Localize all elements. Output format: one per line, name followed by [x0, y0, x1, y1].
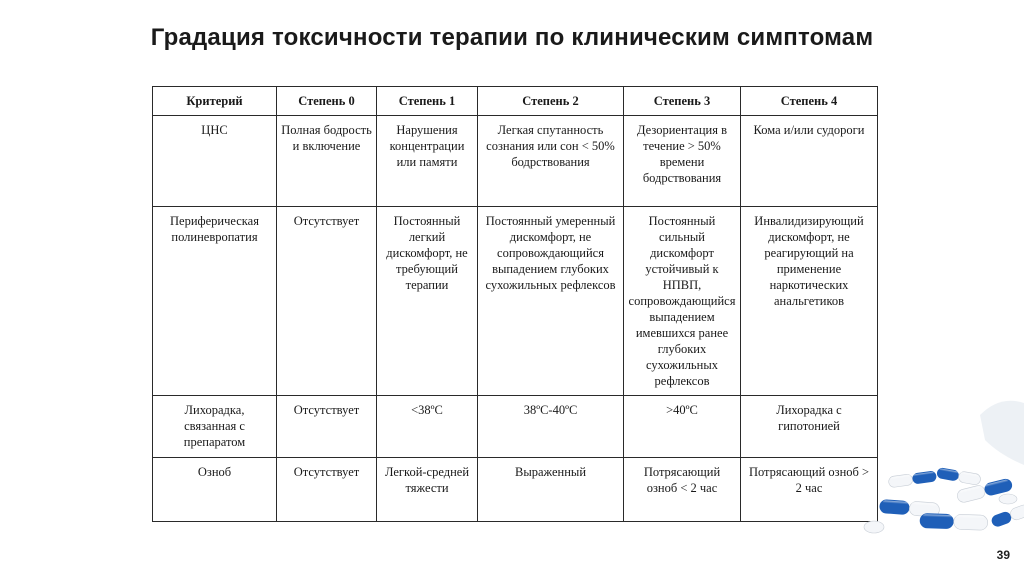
table-row: [153, 207, 878, 396]
capsules-image: [860, 395, 1024, 545]
table-row: [153, 458, 878, 522]
toxicity-table: [152, 86, 878, 522]
header-grade-4: Степень 4: [741, 87, 878, 116]
table-cell: Лихорадка с гипотонией: [741, 396, 878, 458]
table-cell: Выраженный: [478, 458, 624, 522]
table-cell: ЦНС: [153, 116, 277, 207]
table-cell: >40ºС: [624, 396, 741, 458]
header-grade-2: Степень 2: [478, 87, 624, 116]
table-cell: Дезориентация в течение > 50% времени бодрствования: [624, 116, 741, 207]
table-cell: Инвалидизирующий дискомфорт, не реагирующий на применение наркотических анальгетиков: [741, 207, 878, 396]
header-grade-1: Степень 1: [377, 87, 478, 116]
table-cell: Потрясающий озноб < 2 час: [624, 458, 741, 522]
table-cell: Отсутствует: [277, 207, 377, 396]
table-cell: Постоянный сильный дискомфорт устойчивый к НПВП, сопровождающийся выпадением имевшихся ранее глубоких сухожильных рефлексов: [624, 207, 741, 396]
table-cell: Легкая спутанность сознания или сон < 50% бодрствования: [478, 116, 624, 207]
header-grade-0: Степень 0: [277, 87, 377, 116]
table-header-row: [153, 87, 878, 116]
header-criterion: Критерий: [153, 87, 277, 116]
slide-title: Градация токсичности терапии по клиническим симптомам: [150, 24, 874, 51]
table-cell: Отсутствует: [277, 396, 377, 458]
table-cell: 38ºС-40ºС: [478, 396, 624, 458]
table-cell: <38ºС: [377, 396, 478, 458]
table-cell: Озноб: [153, 458, 277, 522]
table-cell: Периферическая полиневропатия: [153, 207, 277, 396]
page-number: 39: [996, 548, 1010, 562]
table-cell: Легкой-средней тяжести: [377, 458, 478, 522]
table-cell: Нарушения концентрации или памяти: [377, 116, 478, 207]
table-cell: Постоянный умеренный дискомфорт, не сопровождающийся выпадением глубоких сухожильных рефлексов: [478, 207, 624, 396]
table-cell: Полная бодрость и включение: [277, 116, 377, 207]
table-cell: Потрясающий озноб > 2 час: [741, 458, 878, 522]
table-row: [153, 116, 878, 207]
table-cell: Отсутствует: [277, 458, 377, 522]
table-cell: Кома и/или судороги: [741, 116, 878, 207]
table-row: [153, 396, 878, 458]
header-grade-3: Степень 3: [624, 87, 741, 116]
table-cell: Лихорадка, связанная с препаратом: [153, 396, 277, 458]
table-cell: Постоянный легкий дискомфорт, не требующий терапии: [377, 207, 478, 396]
